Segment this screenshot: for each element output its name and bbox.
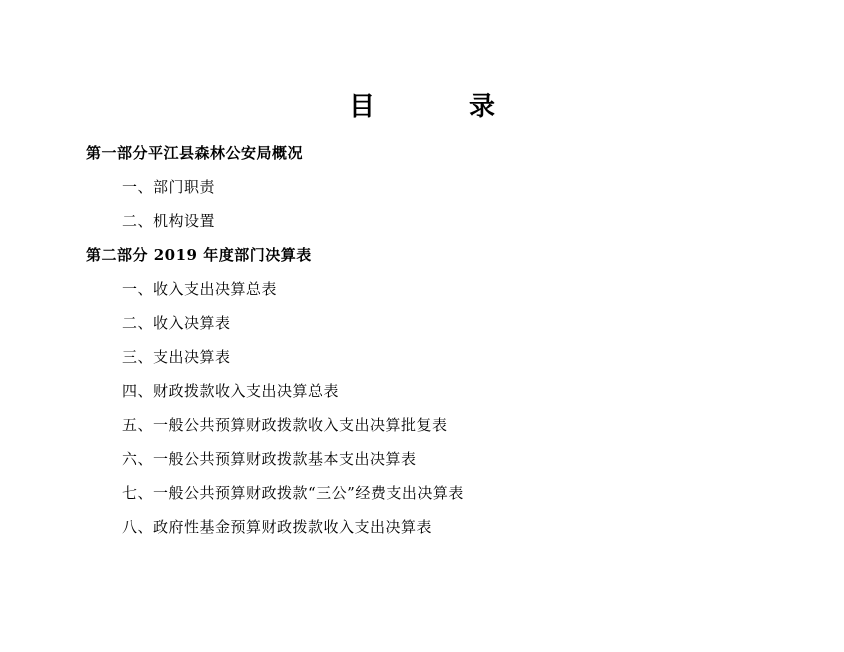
toc-entry: 一、部门职责 bbox=[122, 178, 216, 196]
page-title: 目 录 bbox=[348, 92, 509, 122]
toc-section-heading: 第二部分 2019 年度部门决算表 bbox=[86, 246, 312, 264]
toc-entry: 三、支出决算表 bbox=[122, 348, 231, 366]
toc-section-heading: 第一部分平江县森林公安局概况 bbox=[86, 144, 304, 162]
toc-entry: 八、政府性基金预算财政拨款收入支出决算表 bbox=[122, 518, 433, 536]
toc-entry: 二、收入决算表 bbox=[122, 314, 231, 332]
toc-entry: 六、一般公共预算财政拨款基本支出决算表 bbox=[122, 450, 417, 468]
toc-entry: 四、财政拨款收入支出决算总表 bbox=[122, 382, 340, 400]
toc-entry: 一、收入支出决算总表 bbox=[122, 280, 278, 298]
toc-entry: 七、一般公共预算财政拨款“三公”经费支出决算表 bbox=[122, 484, 464, 502]
toc-entry: 二、机构设置 bbox=[122, 212, 216, 230]
table-of-contents bbox=[0, 136, 844, 544]
toc-entry: 五、一般公共预算财政拨款收入支出决算批复表 bbox=[122, 416, 448, 434]
